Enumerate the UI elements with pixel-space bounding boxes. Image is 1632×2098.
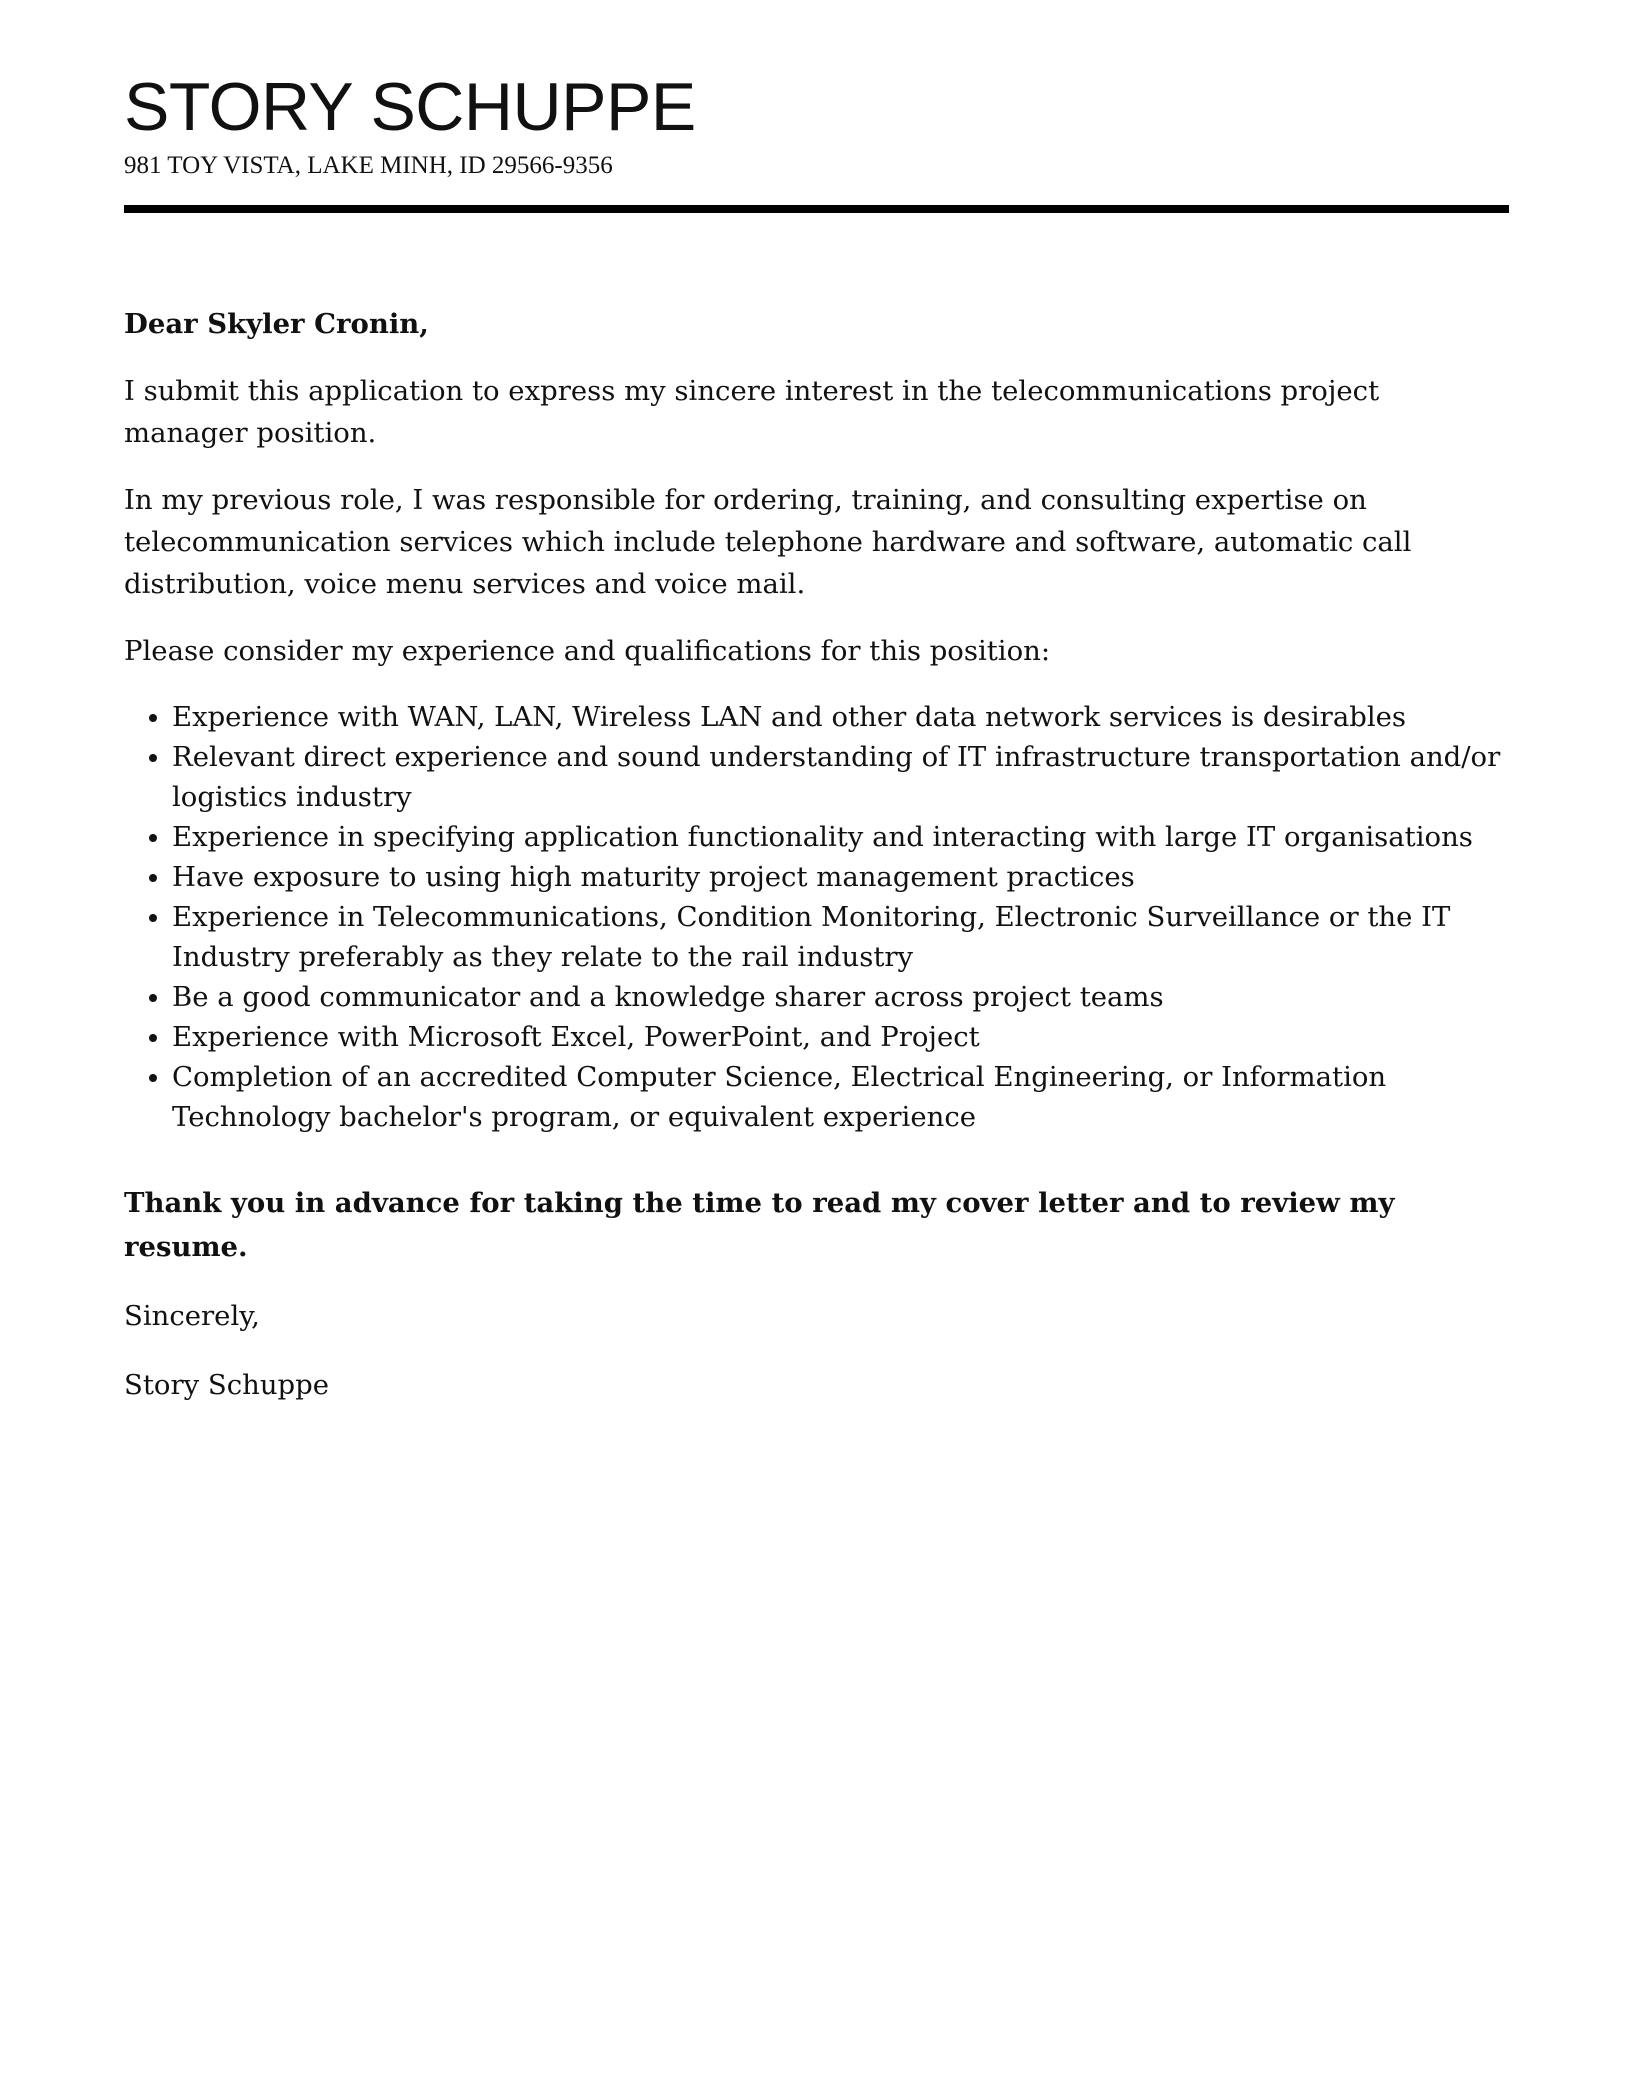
signature-name: Story Schuppe xyxy=(124,1369,330,1401)
qualifications-list xyxy=(124,697,1509,1137)
list-item: • Be a good communicator and a knowledge sharer across project teams xyxy=(172,977,1509,1017)
applicant-address: 981 TOY VISTA, LAKE MINH, ID 29566-9356 xyxy=(124,152,613,179)
list-item: • Relevant direct experience and sound understanding of IT infrastructure transportation and/or logistics industry xyxy=(172,737,1509,817)
signoff: Sincerely, xyxy=(124,1300,260,1332)
list-item: • Experience in Telecommunications, Condition Monitoring, Electronic Surveillance or the IT Industry preferably as they relate to the rail industry xyxy=(172,897,1509,977)
letter-body xyxy=(124,303,1509,1432)
list-item: • Experience with WAN, LAN, Wireless LAN and other data network services is desirables xyxy=(172,697,1509,737)
intro-paragraph: I submit this application to express my sincere interest in the telecommunications project manager position. xyxy=(124,375,1380,449)
salutation: Dear Skyler Cronin, xyxy=(124,308,429,340)
qualifications-intro: Please consider my experience and qualifications for this position: xyxy=(124,635,1051,667)
header-divider xyxy=(124,205,1509,213)
list-item: • Have exposure to using high maturity project management practices xyxy=(172,857,1509,897)
experience-paragraph: In my previous role, I was responsible for ordering, training, and consulting expertise on telecommunication services which include telephone hardware and software, automatic call distribution, voice menu services and voice mail. xyxy=(124,484,1412,600)
closing-note: Thank you in advance for taking the time to read my cover letter and to review my resume. xyxy=(124,1187,1395,1263)
applicant-name: STORY SCHUPPE xyxy=(124,69,696,145)
list-item: • Experience with Microsoft Excel, PowerPoint, and Project xyxy=(172,1017,1509,1057)
list-item: • Completion of an accredited Computer Science, Electrical Engineering, or Information Technology bachelor's program, or equivalent experience xyxy=(172,1057,1509,1137)
list-item: • Experience in specifying application functionality and interacting with large IT organisations xyxy=(172,817,1509,857)
